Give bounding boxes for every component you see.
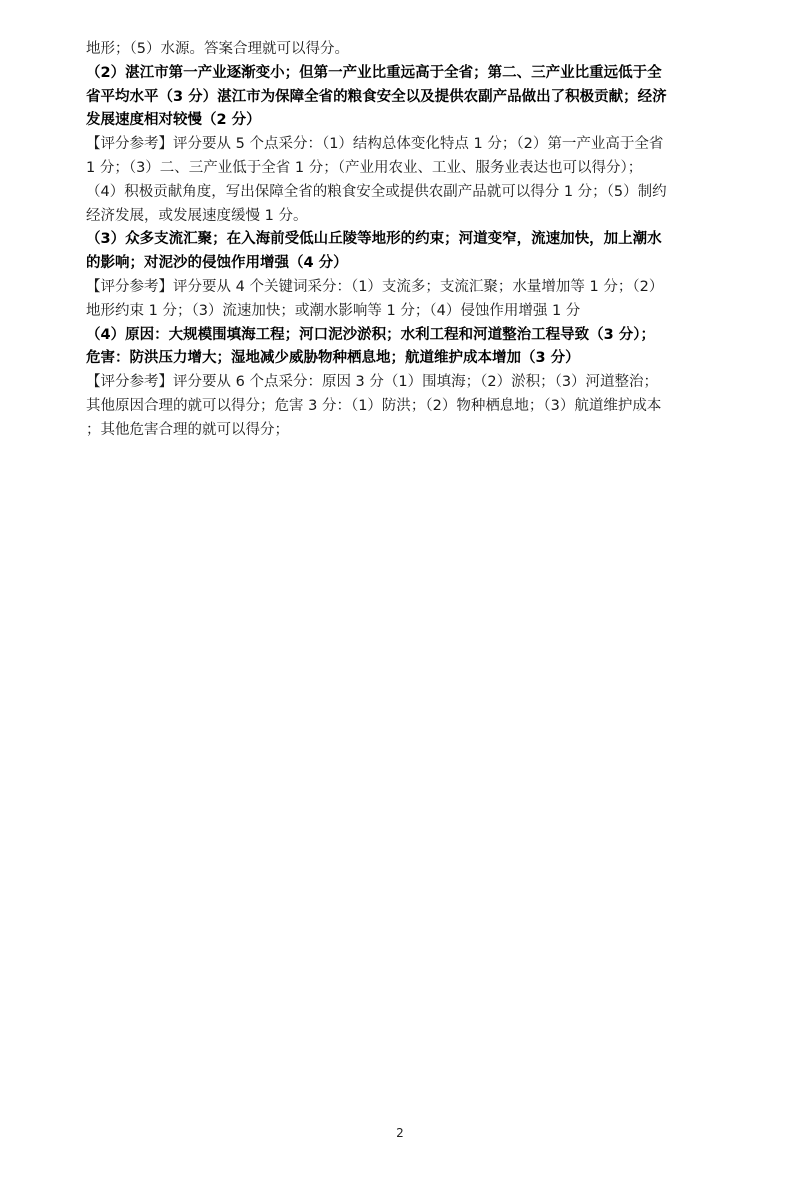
text-line: （2）湛江市第一产业逐渐变小；但第一产业比重远高于全省；第二、三产业比重远低于全 (86, 64, 662, 81)
text-line: 地形约束 1 分；（3）流速加快；或潮水影响等 1 分；（4）侵蚀作用增强 1 分 (86, 302, 581, 319)
text-line: 危害：防洪压力增大；湿地减少威胁物种栖息地；航道维护成本增加（3 分） (86, 350, 580, 367)
text-line: 【评分参考】评分要从 5 个点采分：（1）结构总体变化特点 1 分；（2）第一产业高于全省 (86, 136, 664, 153)
text-line: 其他原因合理的就可以得分；危害 3 分：（1）防洪；（2）物种栖息地；（3）航道维护成本 (86, 397, 662, 414)
text-line: 经济发展，或发展速度缓慢 1 分。 (86, 207, 308, 224)
text-line: 地形；（5）水源。答案合理就可以得分。 (86, 41, 349, 57)
text-line: 省平均水平（3 分）湛江市为保障全省的粮食安全以及提供农副产品做出了积极贡献；经济 (86, 88, 667, 105)
text-line: ；其他危害合理的就可以得分； (86, 421, 289, 438)
document-body (86, 38, 736, 443)
text-line: 【评分参考】评分要从 4 个关键词采分：（1）支流多；支流汇聚；水量增加等 1 分；（2） (86, 278, 664, 295)
text-line: （4）积极贡献角度，写出保障全省的粮食安全或提供农副产品就可以得分 1 分；（5）制约 (86, 183, 667, 200)
text-line: 【评分参考】评分要从 6 个点采分：原因 3 分（1）围填海；（2）淤积；（3）河道整治； (86, 374, 659, 391)
text-line: （4）原因：大规模围填海工程；河口泥沙淤积；水利工程和河道整治工程导致（3 分）； (86, 326, 655, 343)
text-line: 的影响；对泥沙的侵蚀作用增强（4 分） (86, 255, 348, 272)
page-number: 2 (396, 1126, 404, 1140)
text-line: （3）众多支流汇聚；在入海前受低山丘陵等地形的约束；河道变窄，流速加快，加上潮水 (86, 231, 662, 248)
text-line: 发展速度相对较慢（2 分） (86, 112, 261, 129)
text-line: 1 分；（3）二、三产业低于全省 1 分；（产业用农业、工业、服务业表达也可以得分）； (86, 159, 643, 176)
